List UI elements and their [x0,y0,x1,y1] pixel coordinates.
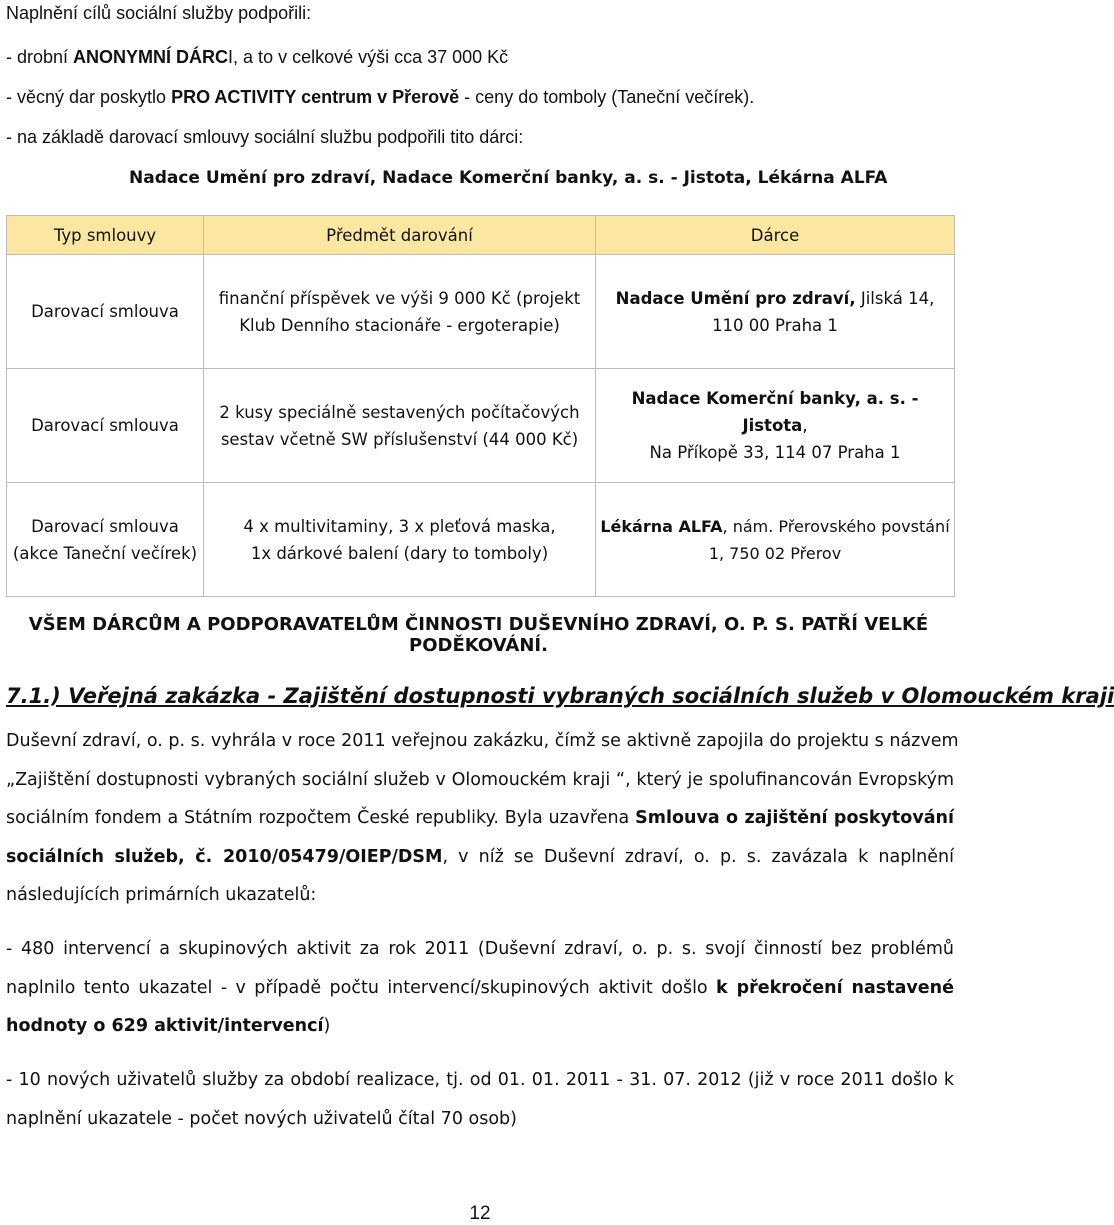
cell-type: Darovací smlouva (akce Taneční večírek) [7,483,204,597]
intro-line-contract: - na základě darovací smlouvy sociální službu podpořili tito dárci: [6,127,524,147]
thanks-note: VŠEM DÁRCŮM A PODPORAVATELŮM ČINNOSTI DUŠEVNÍHO ZDRAVÍ, O. P. S. PATŘÍ VELKÉ PODĚKOVÁNÍ. [28,614,929,656]
cell-subject: finanční příspěvek ve výši 9 000 Kč (projekt Klub Denního stacionáře - ergoterapie) [204,255,596,369]
table-row [7,369,955,483]
table-row [7,483,955,597]
intro-title: Naplnění cílů sociální služby podpořili: [6,3,312,23]
cell-donor: Lékárna ALFA, nám. Přerovského povstání 1, 750 02 Přerov [596,483,955,597]
donations-table [6,215,955,597]
cell-donor: Nadace Komerční banky, a. s. - Jistota, Na Příkopě 33, 114 07 Praha 1 [596,369,955,483]
intro-line-pro-activity: - věcný dar poskytlo PRO ACTIVITY centrum v Přerově - ceny do tomboly (Taneční večírek). [6,87,755,107]
section-heading: 7.1.) Veřejná zakázka - Zajištění dostupnosti vybraných sociálních služeb v Olomouckém kraji [6,684,1114,708]
paragraph-tender: Duševní zdraví, o. p. s. vyhrála v roce 2011 veřejnou zakázku, čímž se aktivně zapojila do projektu s názvem „Zajištění dostupnosti vybraných sociální služeb v Olomouckém kraji “, který je spolufinancován Evropským sociálním fondem a Státním rozpočtem České republiky. Byla uzavřena Smlouva o zajištění poskytování sociálních služeb, č. 2010/05479/OIEP/DSM, v níž se Duševní zdraví, o. p. s. zavázala k naplnění následujících primárních ukazatelů: [6,731,959,905]
page-number: 12 [469,1203,491,1224]
table-header-row [7,216,955,255]
paragraph-indicator-users: - 10 nových uživatelů služby za období realizace, tj. od 01. 01. 2011 - 31. 07. 2012 (již v roce 2011 došlo k naplnění ukazatele - počet nových uživatelů čítal 70 osob) [6,1070,954,1129]
cell-type: Darovací smlouva [7,255,204,369]
column-header-type: Typ smlouvy [7,216,204,255]
paragraph-indicator-interventions: - 480 intervencí a skupinových aktivit za rok 2011 (Duševní zdraví, o. p. s. svojí činností bez problémů naplnilo tento ukazatel - v případě počtu intervencí/skupinových aktivit došlo k překročení nastavené hodnoty o 629 aktivit/intervencí) [6,939,954,1036]
intro-line-anonymous: - drobní ANONYMNÍ DÁRCI, a to v celkové výši cca 37 000 Kč [6,47,509,67]
cell-subject: 4 x multivitaminy, 3 x pleťová maska, 1x dárkové balení (dary to tomboly) [204,483,596,597]
cell-type: Darovací smlouva [7,369,204,483]
intro-donors: Nadace Umění pro zdraví, Nadace Komerční banky, a. s. - Jistota, Lékárna ALFA [129,168,888,188]
column-header-donor: Dárce [596,216,955,255]
cell-subject: 2 kusy speciálně sestavených počítačových sestav včetně SW příslušenství (44 000 Kč) [204,369,596,483]
column-header-subject: Předmět darování [204,216,596,255]
cell-donor: Nadace Umění pro zdraví, Jilská 14, 110 00 Praha 1 [596,255,955,369]
table-row [7,255,955,369]
